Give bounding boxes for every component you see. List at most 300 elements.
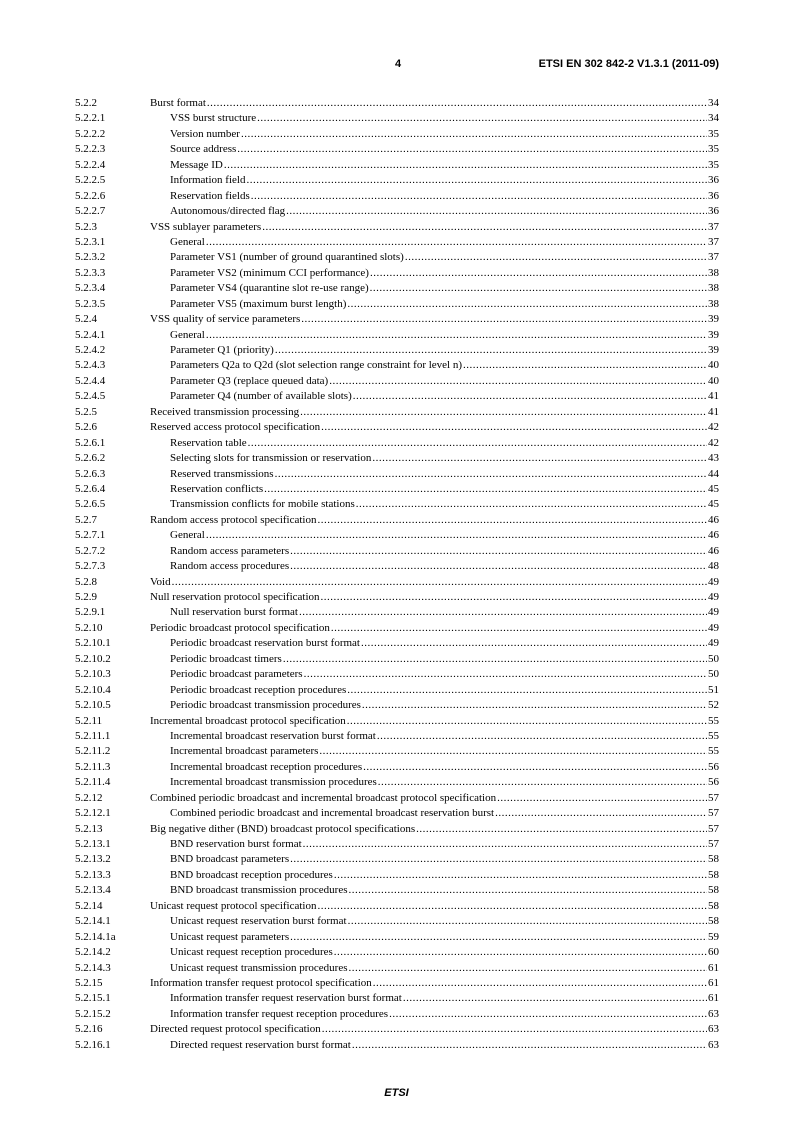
toc-page-number: 43 — [708, 452, 719, 465]
toc-title: Incremental broadcast reservation burst format — [170, 729, 376, 742]
toc-section-number: 5.2.6 — [75, 421, 97, 434]
toc-leader-dots — [372, 451, 707, 466]
toc-entry[interactable] — [75, 806, 719, 821]
toc-entry[interactable] — [75, 467, 719, 482]
toc-page-number: 42 — [708, 436, 719, 449]
toc-page-number: 35 — [708, 143, 719, 156]
toc-section-number: 5.2.13.4 — [75, 884, 111, 897]
toc-entry[interactable] — [75, 883, 719, 898]
toc-entry[interactable] — [75, 374, 719, 389]
toc-page-number: 56 — [708, 760, 719, 773]
toc-entry[interactable] — [75, 852, 719, 867]
toc-title: Transmission conflicts for mobile stations — [170, 498, 355, 511]
toc-leader-dots — [251, 189, 707, 204]
toc-entry-text — [170, 945, 719, 960]
toc-entry[interactable] — [75, 868, 719, 883]
toc-entry[interactable] — [75, 142, 719, 157]
toc-page-number: 39 — [708, 313, 719, 326]
footer-etsi: ETSI — [384, 1087, 409, 1099]
toc-entry-text — [170, 204, 719, 219]
toc-title: Incremental broadcast parameters — [170, 745, 319, 758]
toc-leader-dots — [356, 497, 707, 512]
toc-section-number: 5.2.15 — [75, 976, 103, 989]
toc-entry[interactable] — [75, 791, 719, 806]
toc-entry-text — [170, 991, 719, 1006]
toc-entry-text — [170, 451, 719, 466]
toc-leader-dots — [275, 467, 707, 482]
toc-entry[interactable] — [75, 482, 719, 497]
toc-title: Directed request protocol specification — [150, 1023, 321, 1036]
toc-entry-text — [170, 837, 719, 852]
toc-title: Version number — [170, 127, 240, 140]
toc-entry-text — [150, 621, 719, 636]
toc-page-number: 38 — [708, 297, 719, 310]
toc-title: Directed request reservation burst format — [170, 1038, 351, 1051]
toc-entry[interactable] — [75, 235, 719, 250]
toc-leader-dots — [370, 266, 707, 281]
toc-leader-dots — [495, 806, 707, 821]
toc-section-number: 5.2.4.3 — [75, 359, 106, 372]
toc-title: Random access parameters — [170, 544, 290, 557]
toc-entry[interactable] — [75, 714, 719, 729]
toc-page-number: 40 — [708, 374, 719, 387]
toc-leader-dots — [334, 868, 707, 883]
toc-section-number: 5.2.16.1 — [75, 1038, 111, 1051]
toc-entry-text — [170, 729, 719, 744]
toc-entry-text — [170, 544, 719, 559]
toc-page-number: 57 — [708, 838, 719, 850]
toc-leader-dots — [389, 1007, 707, 1022]
toc-page-number: 34 — [708, 97, 719, 109]
toc-entry[interactable] — [75, 343, 719, 358]
toc-title: Unicast request transmission procedures — [170, 961, 348, 974]
toc-entry-text — [170, 127, 719, 142]
toc-entry[interactable] — [75, 590, 719, 605]
toc-page-number: 49 — [708, 637, 719, 650]
toc-section-number: 5.2.2.2 — [75, 127, 106, 140]
toc-entry-text — [170, 266, 719, 281]
toc-title: Parameter VS1 (number of ground quarantined slots) — [170, 251, 404, 264]
toc-leader-dots — [347, 714, 707, 729]
toc-leader-dots — [206, 328, 707, 343]
toc-section-number: 5.2.3 — [75, 220, 97, 233]
toc-leader-dots — [257, 111, 707, 126]
toc-title: Message ID — [170, 158, 223, 171]
toc-entry-text — [150, 899, 719, 914]
toc-section-number: 5.2.6.2 — [75, 452, 106, 465]
toc-page-number: 57 — [708, 807, 719, 820]
toc-entry-text — [170, 142, 719, 157]
toc-leader-dots — [370, 281, 707, 296]
toc-title: BND broadcast reception procedures — [170, 868, 333, 881]
toc-leader-dots — [497, 791, 707, 806]
toc-title: BND reservation burst format — [170, 838, 302, 850]
toc-entry[interactable] — [75, 683, 719, 698]
toc-entry[interactable] — [75, 621, 719, 636]
toc-section-number: 5.2.13 — [75, 822, 103, 835]
toc-title: Unicast request reservation burst format — [170, 915, 347, 928]
toc-leader-dots — [303, 837, 707, 852]
toc-entry[interactable] — [75, 158, 719, 173]
toc-entry-text — [170, 852, 719, 867]
toc-leader-dots — [403, 991, 707, 1006]
toc-title: Information field — [170, 174, 246, 187]
toc-title: Null reservation protocol specification — [150, 591, 320, 603]
toc-entry[interactable] — [75, 127, 719, 142]
toc-leader-dots — [262, 220, 707, 235]
toc-leader-dots — [246, 173, 707, 188]
toc-leader-dots — [301, 312, 707, 327]
toc-section-number: 5.2.4.2 — [75, 344, 106, 356]
toc-entry-text — [170, 930, 719, 945]
toc-entry[interactable] — [75, 899, 719, 914]
toc-section-number: 5.2.6.3 — [75, 467, 106, 480]
toc-leader-dots — [300, 405, 707, 420]
toc-entry[interactable] — [75, 389, 719, 404]
toc-page-number: 50 — [708, 668, 719, 681]
toc-entry-text — [150, 976, 719, 991]
toc-title: Parameter Q4 (number of available slots) — [170, 390, 352, 403]
toc-title: Incremental broadcast protocol specification — [150, 714, 346, 727]
toc-entry[interactable] — [75, 559, 719, 574]
toc-title: Big negative dither (BND) broadcast protocol specifications — [150, 822, 416, 835]
toc-page-number: 37 — [708, 235, 719, 248]
toc-entry-text — [170, 775, 719, 790]
toc-section-number: 5.2.3.1 — [75, 235, 106, 248]
toc-leader-dots — [286, 204, 707, 219]
toc-section-number: 5.2.2.5 — [75, 174, 106, 187]
toc-section-number: 5.2.6.1 — [75, 436, 106, 449]
toc-section-number: 5.2.13.2 — [75, 853, 111, 866]
toc-title: VSS burst structure — [170, 112, 257, 125]
toc-entry-text — [150, 590, 719, 605]
toc-page-number: 49 — [708, 575, 719, 588]
toc-entry-text — [170, 683, 719, 698]
toc-entry[interactable] — [75, 528, 719, 543]
toc-entry-text — [150, 791, 719, 806]
toc-title: Periodic broadcast timers — [170, 652, 282, 665]
toc-section-number: 5.2.6.4 — [75, 482, 106, 495]
toc-title: Parameter VS4 (quarantine slot re-use range) — [170, 282, 369, 295]
toc-entry-text — [170, 744, 719, 759]
toc-section-number: 5.2.2.3 — [75, 143, 106, 156]
toc-section-number: 5.2.14.1a — [75, 930, 116, 943]
toc-section-number: 5.2.10.3 — [75, 668, 111, 681]
toc-title: Source address — [170, 143, 237, 156]
toc-entry[interactable] — [75, 575, 719, 590]
toc-entry[interactable] — [75, 822, 719, 837]
toc-entry-text — [170, 652, 719, 667]
toc-section-number: 5.2.16 — [75, 1023, 103, 1036]
toc-page-number: 42 — [708, 421, 719, 434]
toc-title: Information transfer request reservation burst format — [170, 992, 402, 1005]
toc-entry-text — [170, 961, 719, 976]
toc-section-number: 5.2.3.5 — [75, 297, 106, 310]
toc-section-number: 5.2.9 — [75, 591, 97, 603]
toc-leader-dots — [463, 358, 707, 373]
toc-section-number: 5.2.11.1 — [75, 729, 111, 742]
toc-entry-text — [170, 343, 719, 358]
toc-entry[interactable] — [75, 775, 719, 790]
toc-page-number: 49 — [708, 606, 719, 619]
toc-entry-text — [170, 806, 719, 821]
toc-page-number: 57 — [708, 822, 719, 835]
toc-page-number: 63 — [708, 1007, 719, 1020]
toc-leader-dots — [319, 744, 707, 759]
toc-title: BND broadcast transmission procedures — [170, 884, 348, 897]
toc-page-number: 46 — [708, 513, 719, 526]
toc-entry[interactable] — [75, 961, 719, 976]
toc-leader-dots — [304, 667, 707, 682]
toc-title: Parameter Q3 (replace queued data) — [170, 374, 329, 387]
toc-title: Autonomous/directed flag — [170, 205, 286, 218]
toc-leader-dots — [378, 775, 707, 790]
toc-leader-dots — [264, 482, 707, 497]
toc-page-number: 35 — [708, 158, 719, 171]
toc-entry-text — [170, 482, 719, 497]
toc-page-number: 50 — [708, 652, 719, 665]
toc-entry[interactable] — [75, 281, 719, 296]
toc-title: General — [170, 235, 205, 248]
toc-entry-text — [170, 467, 719, 482]
toc-entry-text — [150, 714, 719, 729]
toc-entry-text — [170, 914, 719, 929]
toc-section-number: 5.2.6.5 — [75, 498, 106, 511]
toc-page-number: 55 — [708, 729, 719, 742]
toc-entry-text — [170, 1038, 719, 1053]
toc-entry-text — [170, 235, 719, 250]
toc-page-number: 58 — [708, 915, 719, 928]
toc-entry[interactable] — [75, 497, 719, 512]
toc-leader-dots — [275, 343, 707, 358]
toc-entry-text — [170, 389, 719, 404]
toc-leader-dots — [290, 559, 707, 574]
toc-leader-dots — [317, 513, 707, 528]
toc-entry-text — [170, 297, 719, 312]
toc-entry[interactable] — [75, 297, 719, 312]
toc-entry[interactable] — [75, 451, 719, 466]
toc-entry[interactable] — [75, 991, 719, 1006]
toc-section-number: 5.2.7 — [75, 513, 97, 526]
toc-page-number: 48 — [708, 560, 719, 573]
toc-page-number: 46 — [708, 529, 719, 542]
toc-entry[interactable] — [75, 513, 719, 528]
toc-leader-dots — [248, 436, 707, 451]
toc-section-number: 5.2.2.4 — [75, 158, 106, 171]
toc-page-number: 58 — [708, 899, 719, 912]
toc-entry[interactable] — [75, 760, 719, 775]
toc-title: Unicast request protocol specification — [150, 899, 317, 912]
toc-leader-dots — [322, 1022, 707, 1037]
toc-title: Random access protocol specification — [150, 513, 317, 526]
toc-entry[interactable] — [75, 930, 719, 945]
toc-leader-dots — [237, 142, 707, 157]
toc-entry[interactable] — [75, 698, 719, 713]
toc-entry-text — [150, 575, 719, 590]
toc-leader-dots — [352, 1038, 707, 1053]
toc-entry[interactable] — [75, 544, 719, 559]
toc-entry-text — [170, 158, 719, 173]
toc-section-number: 5.2.14.3 — [75, 961, 111, 974]
toc-title: Null reservation burst format — [170, 606, 298, 619]
toc-entry[interactable] — [75, 652, 719, 667]
toc-page-number: 45 — [708, 482, 719, 495]
toc-entry-text — [170, 760, 719, 775]
toc-title: Received transmission processing — [150, 405, 300, 418]
toc-title: Random access procedures — [170, 560, 290, 573]
toc-section-number: 5.2.3.4 — [75, 282, 106, 295]
toc-title: Periodic broadcast protocol specification — [150, 621, 330, 634]
toc-title: General — [170, 328, 205, 341]
toc-entry[interactable] — [75, 204, 719, 219]
toc-entry[interactable] — [75, 744, 719, 759]
toc-section-number: 5.2.3.2 — [75, 251, 106, 264]
toc-title: VSS sublayer parameters — [150, 220, 262, 233]
toc-entry[interactable] — [75, 328, 719, 343]
toc-entry-text — [150, 96, 719, 111]
toc-leader-dots — [241, 127, 707, 142]
toc-entry[interactable] — [75, 266, 719, 281]
toc-section-number: 5.2.14.2 — [75, 946, 111, 959]
toc-page-number: 37 — [708, 220, 719, 233]
toc-entry-text — [170, 111, 719, 126]
toc-section-number: 5.2.12 — [75, 791, 103, 804]
toc-leader-dots — [377, 729, 707, 744]
toc-section-number: 5.2.13.1 — [75, 838, 111, 850]
toc-entry-text — [170, 173, 719, 188]
toc-entry-text — [170, 250, 719, 265]
toc-leader-dots — [361, 636, 707, 651]
toc-entry-text — [170, 605, 719, 620]
toc-leader-dots — [290, 852, 707, 867]
toc-section-number: 5.2.9.1 — [75, 606, 106, 619]
toc-page-number: 46 — [708, 544, 719, 557]
toc-section-number: 5.2.2.1 — [75, 112, 106, 125]
toc-entry[interactable] — [75, 605, 719, 620]
toc-page-number: 37 — [708, 251, 719, 264]
toc-leader-dots — [290, 544, 707, 559]
toc-title: BND broadcast parameters — [170, 853, 290, 866]
toc-page-number: 36 — [708, 189, 719, 202]
toc-section-number: 5.2.14 — [75, 899, 103, 912]
toc-title: Reservation conflicts — [170, 482, 264, 495]
toc-page-number: 49 — [708, 591, 719, 603]
toc-section-number: 5.2.3.3 — [75, 266, 106, 279]
toc-entry-text — [150, 822, 719, 837]
toc-entry[interactable] — [75, 173, 719, 188]
toc-entry[interactable] — [75, 420, 719, 435]
toc-entry[interactable] — [75, 358, 719, 373]
toc-leader-dots — [373, 976, 707, 991]
toc-leader-dots — [172, 575, 707, 590]
toc-section-number: 5.2.10.5 — [75, 699, 111, 712]
toc-entry[interactable] — [75, 436, 719, 451]
toc-leader-dots — [334, 945, 707, 960]
toc-entry[interactable] — [75, 405, 719, 420]
toc-title: Periodic broadcast reception procedures — [170, 683, 347, 696]
toc-leader-dots — [348, 961, 707, 976]
toc-page-number: 58 — [708, 868, 719, 881]
toc-entry[interactable] — [75, 945, 719, 960]
toc-leader-dots — [283, 652, 707, 667]
toc-entry[interactable] — [75, 1038, 719, 1053]
toc-entry[interactable] — [75, 837, 719, 852]
toc-page-number: 41 — [708, 390, 719, 403]
toc-section-number: 5.2.2 — [75, 97, 97, 109]
toc-page-number: 61 — [708, 961, 719, 974]
toc-page-number: 38 — [708, 266, 719, 279]
toc-page-number: 60 — [708, 946, 719, 959]
toc-leader-dots — [299, 605, 707, 620]
table-of-contents — [75, 96, 719, 1053]
toc-title: Information transfer request reception procedures — [170, 1007, 389, 1020]
toc-section-number: 5.2.4.4 — [75, 374, 106, 387]
toc-entry[interactable] — [75, 914, 719, 929]
toc-entry[interactable] — [75, 1007, 719, 1022]
toc-title: Incremental broadcast reception procedures — [170, 760, 363, 773]
toc-entry[interactable] — [75, 636, 719, 651]
toc-page-number: 45 — [708, 498, 719, 511]
toc-page-number: 63 — [708, 1038, 719, 1051]
toc-entry-text — [170, 698, 719, 713]
toc-section-number: 5.2.4 — [75, 313, 97, 326]
toc-entry[interactable] — [75, 220, 719, 235]
toc-section-number: 5.2.4.5 — [75, 390, 106, 403]
toc-entry[interactable] — [75, 667, 719, 682]
toc-leader-dots — [224, 158, 707, 173]
toc-page-number: 55 — [708, 745, 719, 758]
toc-entry-text — [170, 189, 719, 204]
toc-entry[interactable] — [75, 729, 719, 744]
toc-leader-dots — [331, 621, 707, 636]
toc-title: Burst format — [150, 97, 206, 109]
toc-page-number: 61 — [708, 992, 719, 1005]
toc-title: Parameters Q2a to Q2d (slot selection range constraint for level n) — [170, 359, 463, 372]
toc-entry[interactable] — [75, 111, 719, 126]
toc-entry[interactable] — [75, 250, 719, 265]
toc-page-number: 63 — [708, 1023, 719, 1036]
toc-section-number: 5.2.2.6 — [75, 189, 106, 202]
toc-page-number: 39 — [708, 328, 719, 341]
toc-title: Parameter VS5 (maximum burst length) — [170, 297, 347, 310]
toc-entry-text — [170, 358, 719, 373]
toc-entry[interactable] — [75, 189, 719, 204]
toc-entry-text — [150, 1022, 719, 1037]
toc-title: Incremental broadcast transmission procedures — [170, 776, 377, 789]
toc-title: Combined periodic broadcast and incremental broadcast reservation burst — [170, 807, 495, 820]
toc-title: Parameter VS2 (minimum CCI performance) — [170, 266, 369, 279]
toc-title: Unicast request reception procedures — [170, 946, 333, 959]
toc-entry-text — [150, 405, 719, 420]
toc-entry[interactable] — [75, 1022, 719, 1037]
toc-leader-dots — [347, 297, 707, 312]
toc-entry-text — [170, 636, 719, 651]
toc-page-number: 49 — [708, 621, 719, 634]
toc-title: Periodic broadcast parameters — [170, 668, 303, 681]
toc-page-number: 57 — [708, 791, 719, 804]
toc-entry[interactable] — [75, 312, 719, 327]
toc-title: Periodic broadcast reservation burst format — [170, 637, 360, 650]
toc-entry-text — [170, 497, 719, 512]
toc-entry[interactable] — [75, 976, 719, 991]
toc-entry[interactable] — [75, 96, 719, 111]
toc-leader-dots — [206, 528, 707, 543]
toc-title: Reservation fields — [170, 189, 250, 202]
toc-leader-dots — [347, 683, 707, 698]
toc-page-number: 58 — [708, 853, 719, 866]
toc-entry-text — [170, 868, 719, 883]
toc-page-number: 61 — [708, 976, 719, 989]
